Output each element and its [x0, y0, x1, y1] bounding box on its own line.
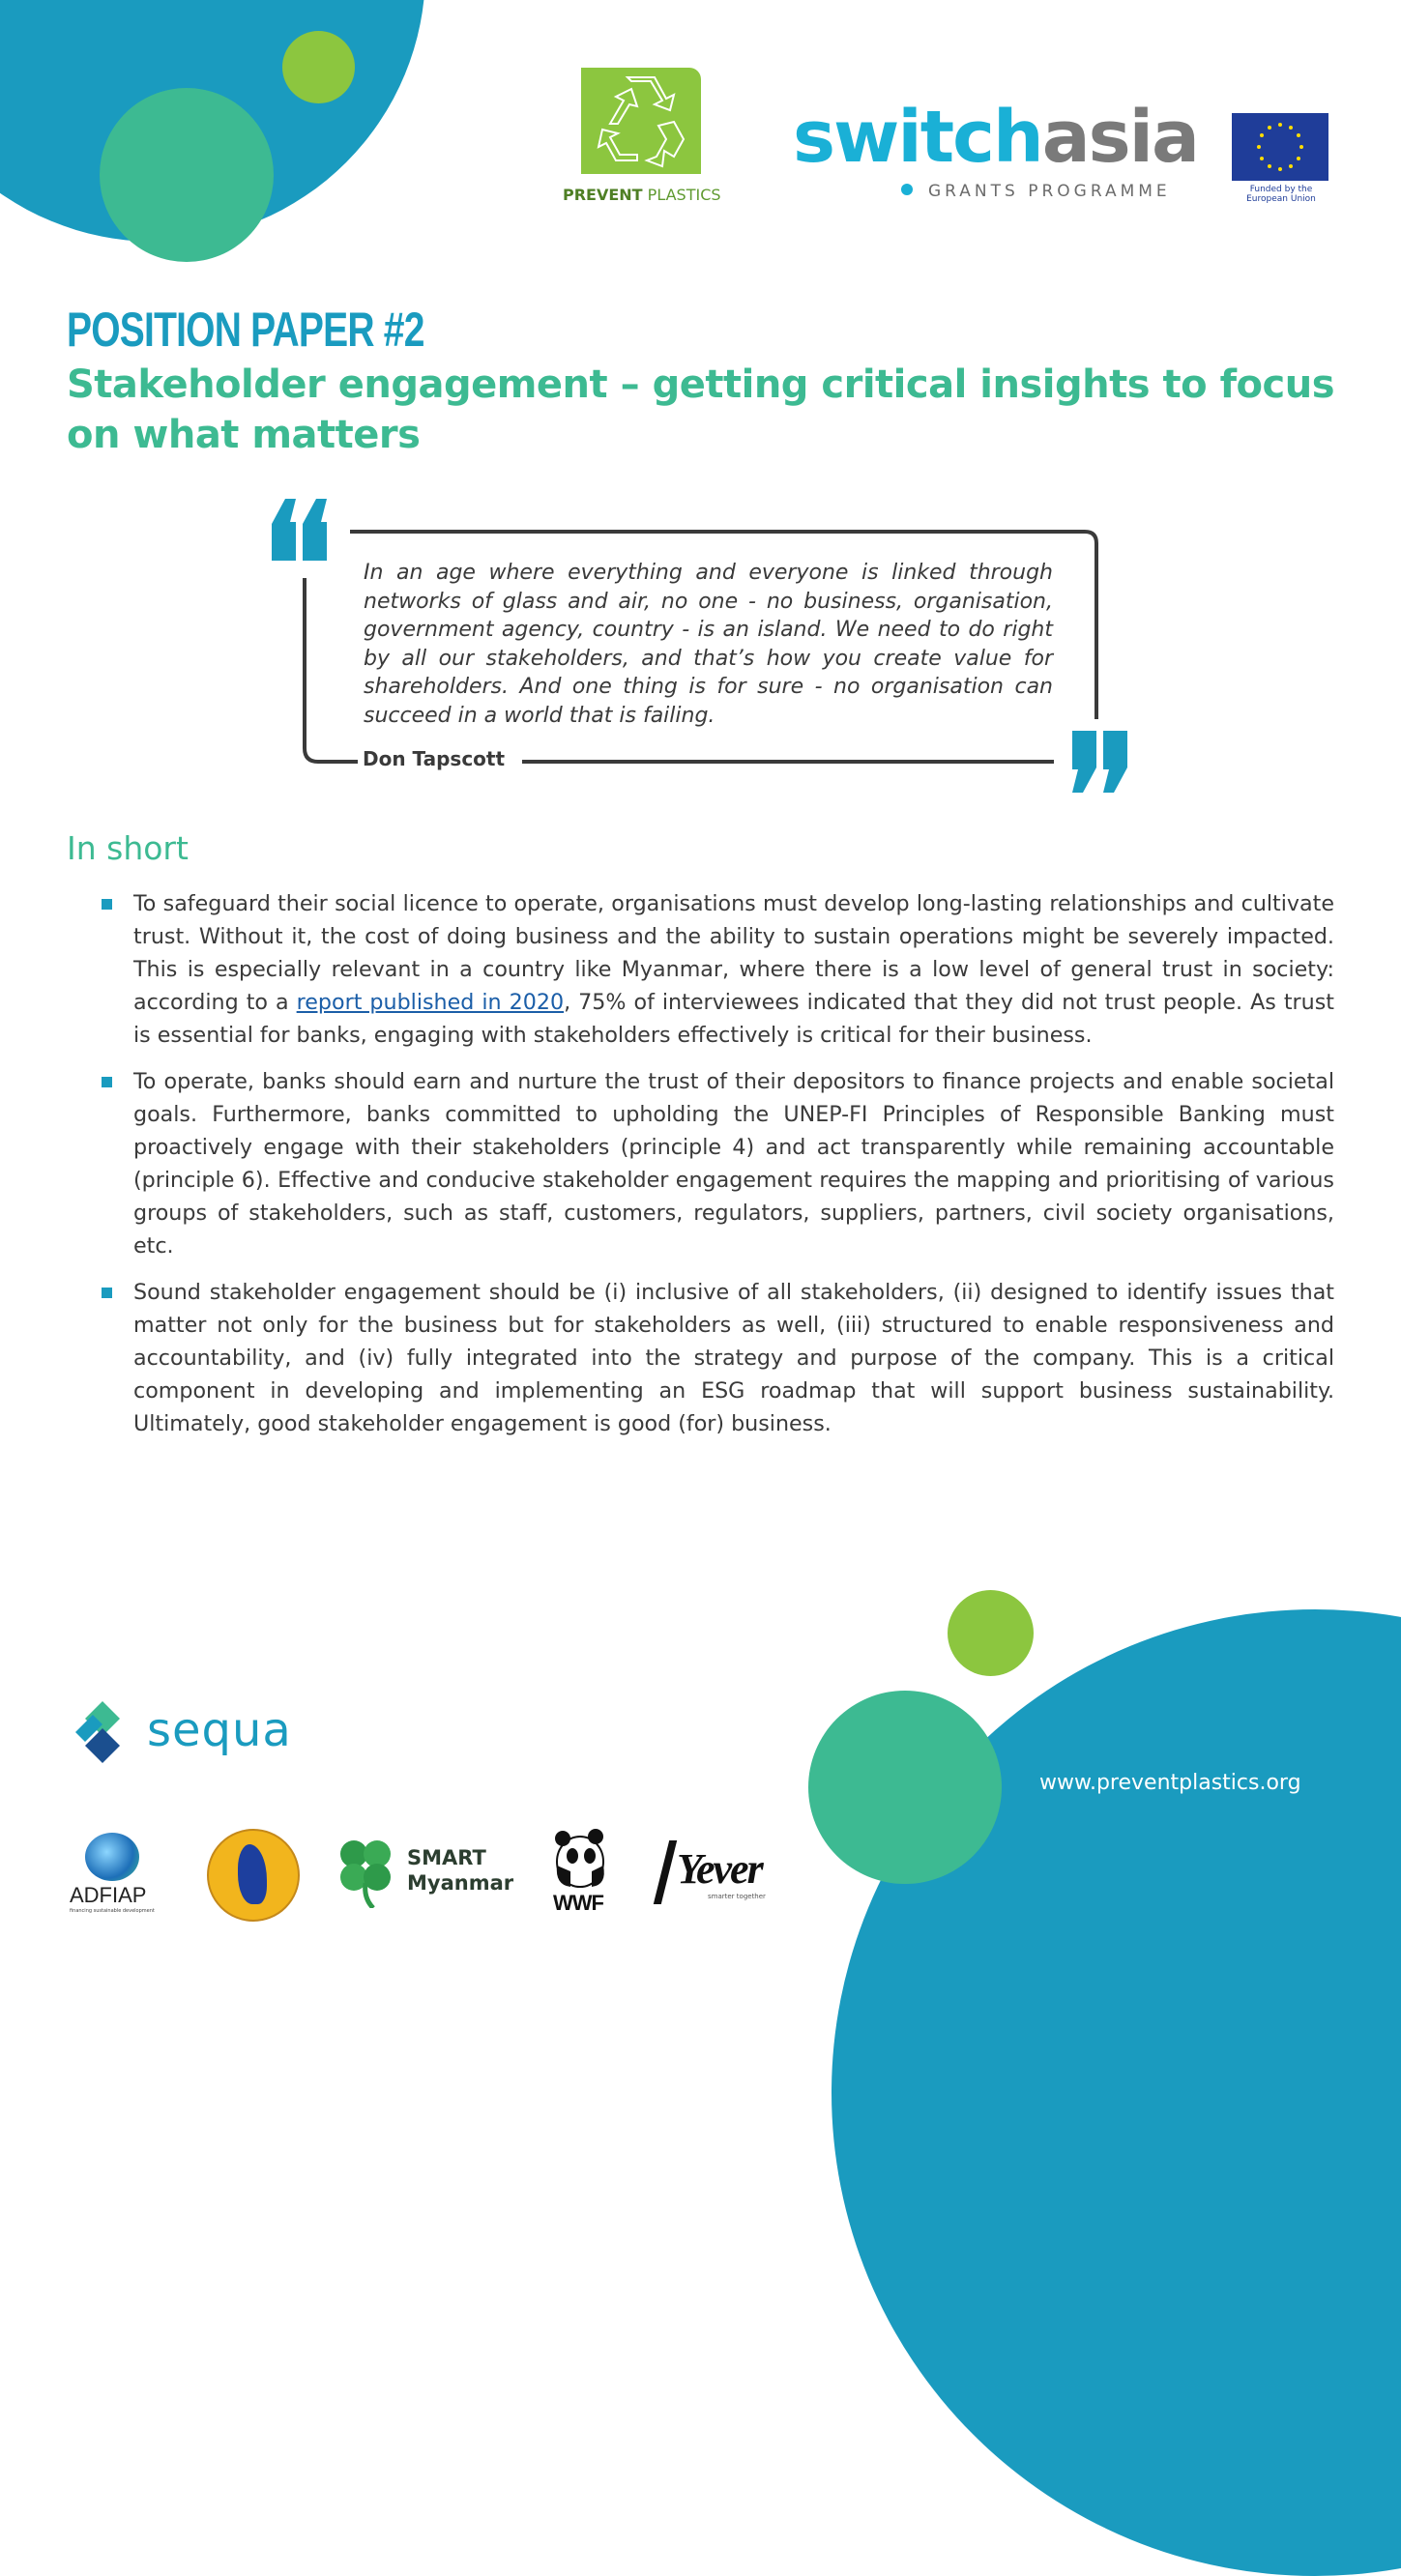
sequa-logo — [70, 1699, 302, 1767]
yever-wordmark: Yever — [677, 1845, 762, 1893]
adfiap-wordmark: ADFIAP — [70, 1883, 147, 1907]
smart-text-2: Myanmar — [407, 1871, 514, 1895]
wwf-logo — [549, 1827, 613, 1924]
switch-asia-logo — [793, 96, 1198, 205]
switch-logo-sub: GRANTS PROGRAMME — [928, 182, 1171, 201]
in-short-heading: In short — [67, 829, 189, 867]
yever-slash — [654, 1840, 677, 1904]
list-item — [67, 887, 1334, 1052]
list-item — [67, 1276, 1334, 1440]
switch-logo-part2: asia — [1041, 96, 1198, 179]
bullet-square-icon — [102, 899, 112, 910]
deco-circle-lime-top — [282, 31, 355, 103]
in-short-list — [67, 887, 1334, 1454]
bullet-square-icon — [102, 1288, 112, 1298]
report-link[interactable]: report published in 2020 — [296, 990, 565, 1015]
eu-caption-1: Funded by the — [1249, 185, 1313, 194]
position-paper-kicker: POSITION PAPER #2 — [67, 303, 424, 357]
switch-logo-dot — [901, 184, 913, 195]
recycle-icon — [581, 68, 701, 174]
clover-icon — [335, 1835, 398, 1908]
close-quote-icon — [1066, 731, 1134, 793]
myanmar-banks-seal — [207, 1829, 300, 1922]
bullet1-text-before: To safeguard their social licence to operate, organisations must develop long-lasting relationships and cultivate trust. Without it, the cost of doing business and the ability to sustain operations might be severely impacted. This is especially relevant in a country like Myanmar, where there is a low level of general trust in society: according to a — [133, 891, 1334, 1015]
bullet2-text: To operate, banks should earn and nurture the trust of their depositors to finance projects and enable societal goals. Furthermore, banks committed to upholding the UNEP-FI Principles of Responsible Banking must proactively engage with their stakeholders (principle 4) and act transparently while remaining accountable (principle 6). Effective and conducive stakeholder engagement requires the mapping and prioritising of various groups of stakeholders, such as staff, customers, regulators, suppliers, partners, civil society organisations, etc. — [133, 1069, 1334, 1259]
prevent-logo-bold: PREVENT — [563, 186, 643, 204]
adfiap-logo — [66, 1833, 172, 1920]
eu-flag-logo — [1232, 113, 1330, 210]
deco-circle-green-bottom — [808, 1691, 1002, 1884]
globe-icon — [85, 1833, 139, 1881]
myanmar-map-icon — [238, 1844, 267, 1904]
deco-circle-lime-bottom — [948, 1590, 1034, 1676]
eu-flag-icon — [1232, 113, 1328, 181]
list-item — [67, 1065, 1334, 1262]
eu-caption-2: European Union — [1246, 194, 1316, 204]
bullet-square-icon — [102, 1077, 112, 1087]
bullet3-text: Sound stakeholder engagement should be (i) inclusive of all stakeholders, (ii) designed to identify issues that matter not only for the business but for stakeholders as well, (iii) structured to enable responsiveness and accountability, and (iv) fully integrated into the strategy and purpose of the company. This is a critical component in developing and implementing an ESG roadmap that will support business sustainability. Ultimately, good stakeholder engagement is good (for) business. — [133, 1280, 1334, 1436]
switch-logo-part1: switch — [793, 96, 1042, 179]
quote-author: Don Tapscott — [363, 747, 514, 770]
yever-logo — [654, 1837, 770, 1914]
smart-myanmar-logo — [335, 1835, 518, 1912]
page-title: Stakeholder engagement – getting critical insights to focus on what matters — [67, 362, 1334, 457]
adfiap-tagline: financing sustainable development — [70, 1908, 155, 1914]
sequa-diamond-icon — [70, 1699, 135, 1765]
panda-icon — [551, 1827, 609, 1889]
smart-text-1: SMART — [407, 1846, 486, 1869]
prevent-logo-rest: PLASTICS — [642, 186, 721, 204]
deco-circle-green-top — [100, 88, 274, 262]
open-quote-icon — [266, 499, 334, 561]
sequa-wordmark: sequa — [147, 1703, 292, 1757]
wwf-wordmark: WWF — [553, 1891, 603, 1915]
bullet1-text-after: , 75% of interviewees indicated that they did not trust people. As trust is essential for banks, engaging with stakeholders effectively is critical for their business. — [133, 990, 1334, 1048]
website-url[interactable]: www.preventplastics.org — [1039, 1771, 1301, 1795]
yever-tagline: smarter together — [708, 1893, 766, 1900]
quote-text: In an age where everything and everyone is linked through networks of glass and air, no one - no business, organisation, government agency, country - is an island. We need to do right by all our stakeholders, and that’s how you create value for shareholders. And one thing is for sure - no organisation can succeed in a world that is failing. — [364, 561, 1053, 728]
prevent-plastics-logo — [559, 68, 723, 208]
